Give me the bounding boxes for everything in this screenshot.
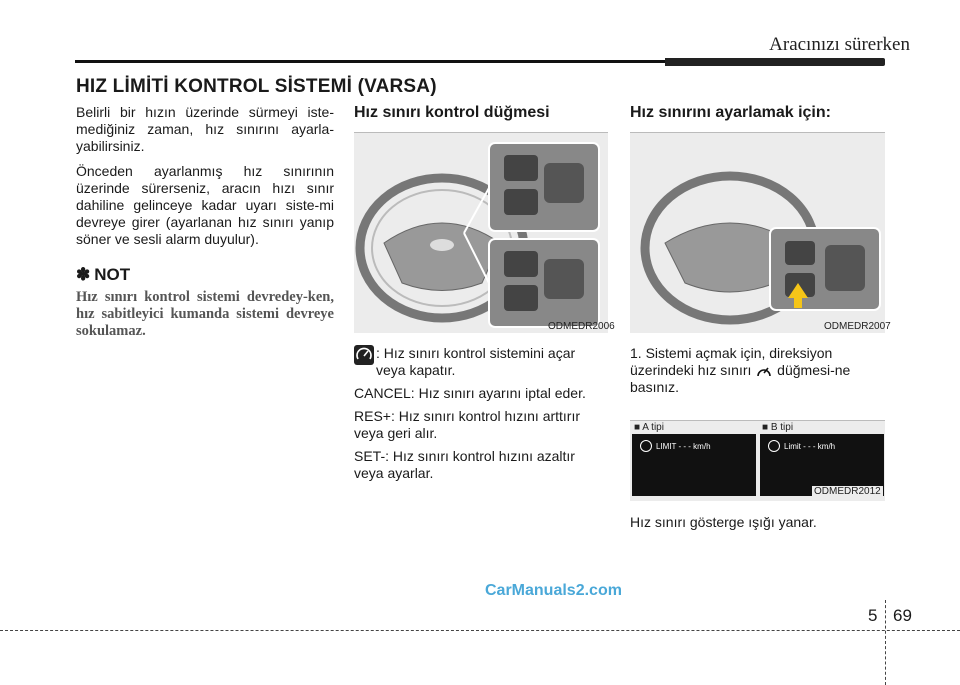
control-switch-column bbox=[354, 104, 608, 121]
control-definitions bbox=[354, 345, 608, 488]
res-key: RES+: bbox=[354, 408, 395, 424]
section-title: HIZ LİMİTİ KONTROL SİSTEMİ (VARSA) bbox=[76, 76, 437, 97]
intro-paragraph-1: Belirli bir hızın üzerinde sürmeyi iste-mediğiniz zaman, hız sınırını ayarla-yabilirsiniz. bbox=[76, 104, 334, 154]
speed-limit-switch-icon bbox=[354, 345, 374, 365]
setting-title: Hız sınırını ayarlamak için: bbox=[630, 104, 831, 121]
footer-rule bbox=[0, 630, 960, 631]
note-star-icon: ✽ bbox=[76, 265, 91, 284]
chapter-number: 5 bbox=[868, 606, 878, 625]
note-heading bbox=[76, 266, 334, 283]
set-text: Hız sınırı kontrol hızını azaltır veya ayarlar. bbox=[354, 448, 575, 481]
label-a-type: ■ A tipi bbox=[634, 422, 664, 433]
header-tab bbox=[665, 58, 885, 66]
image-code-2012: ODMEDR2012 bbox=[814, 486, 881, 497]
label-b-type: ■ B tipi bbox=[762, 422, 794, 433]
step-1 bbox=[630, 345, 885, 396]
cancel-key: CANCEL: bbox=[354, 385, 415, 401]
after-step-text: Hız sınırı gösterge ışığı yanar. bbox=[630, 514, 817, 530]
setting-column bbox=[630, 104, 885, 121]
icon-definition-text: : Hız sınırı kontrol sistemini açar veya kapatır. bbox=[376, 345, 576, 378]
res-text: Hız sınırı kontrol hızını arttırır veya geri alır. bbox=[354, 408, 581, 441]
speed-limit-inline-icon bbox=[755, 364, 773, 378]
limit-row-a bbox=[640, 440, 711, 452]
image-code-2006: ODMEDR2006 bbox=[548, 321, 615, 332]
limit-gauge-icon-a bbox=[640, 440, 652, 452]
res-definition bbox=[354, 408, 608, 442]
cancel-text: Hız sınırı ayarını iptal eder. bbox=[418, 385, 586, 401]
watermark-link[interactable]: CarManuals2.com bbox=[485, 582, 622, 599]
icon-definition bbox=[354, 345, 608, 379]
header-rule bbox=[75, 60, 665, 63]
display-text-b: Limit - - - km/h bbox=[784, 441, 836, 451]
page-number: 69 bbox=[893, 606, 912, 625]
steering-wheel-image bbox=[354, 132, 608, 333]
chapter-header-title: Aracınızı sürerken bbox=[769, 34, 910, 55]
cancel-definition bbox=[354, 385, 608, 402]
step-1-number: 1. bbox=[630, 345, 642, 361]
steering-wheel-illustration bbox=[354, 133, 608, 333]
set-definition bbox=[354, 448, 608, 482]
limit-row-b bbox=[768, 440, 835, 452]
setting-step-1 bbox=[630, 345, 885, 402]
limit-gauge-icon-b bbox=[768, 440, 780, 452]
intro-column bbox=[76, 104, 334, 340]
step-1-text-b: düğmesi-ne basınız. bbox=[630, 362, 851, 395]
intro-paragraph-2: Önceden ayarlanmış hız sınırının üzerinde sürerseniz, aracın hızı sınır dahiline gelinceye kadar uyarı siste-mi devreye girer (ayarlanan hız sınırı yanıp söner ve sesli alarm duyulur). bbox=[76, 163, 334, 247]
note-text: Hız sınırı kontrol sistemi devredey-ken, hız sabitleyici kumanda sistemi devreye sokulamaz. bbox=[76, 289, 334, 339]
image-code-2007: ODMEDR2007 bbox=[824, 321, 891, 332]
set-key: SET-: bbox=[354, 448, 390, 464]
switch-closeup-image bbox=[630, 132, 885, 333]
note-label: NOT bbox=[94, 265, 131, 284]
page-number-divider bbox=[885, 600, 886, 685]
display-text-a: LIMIT - - - km/h bbox=[656, 441, 711, 451]
switch-closeup-illustration bbox=[630, 133, 885, 333]
cluster-display-a bbox=[632, 434, 756, 496]
control-switch-title: Hız sınırı kontrol düğmesi bbox=[354, 104, 550, 121]
step-1-text-a: Sistemi açmak için, direksiyon üzerindeki hız sınırı bbox=[630, 345, 833, 378]
